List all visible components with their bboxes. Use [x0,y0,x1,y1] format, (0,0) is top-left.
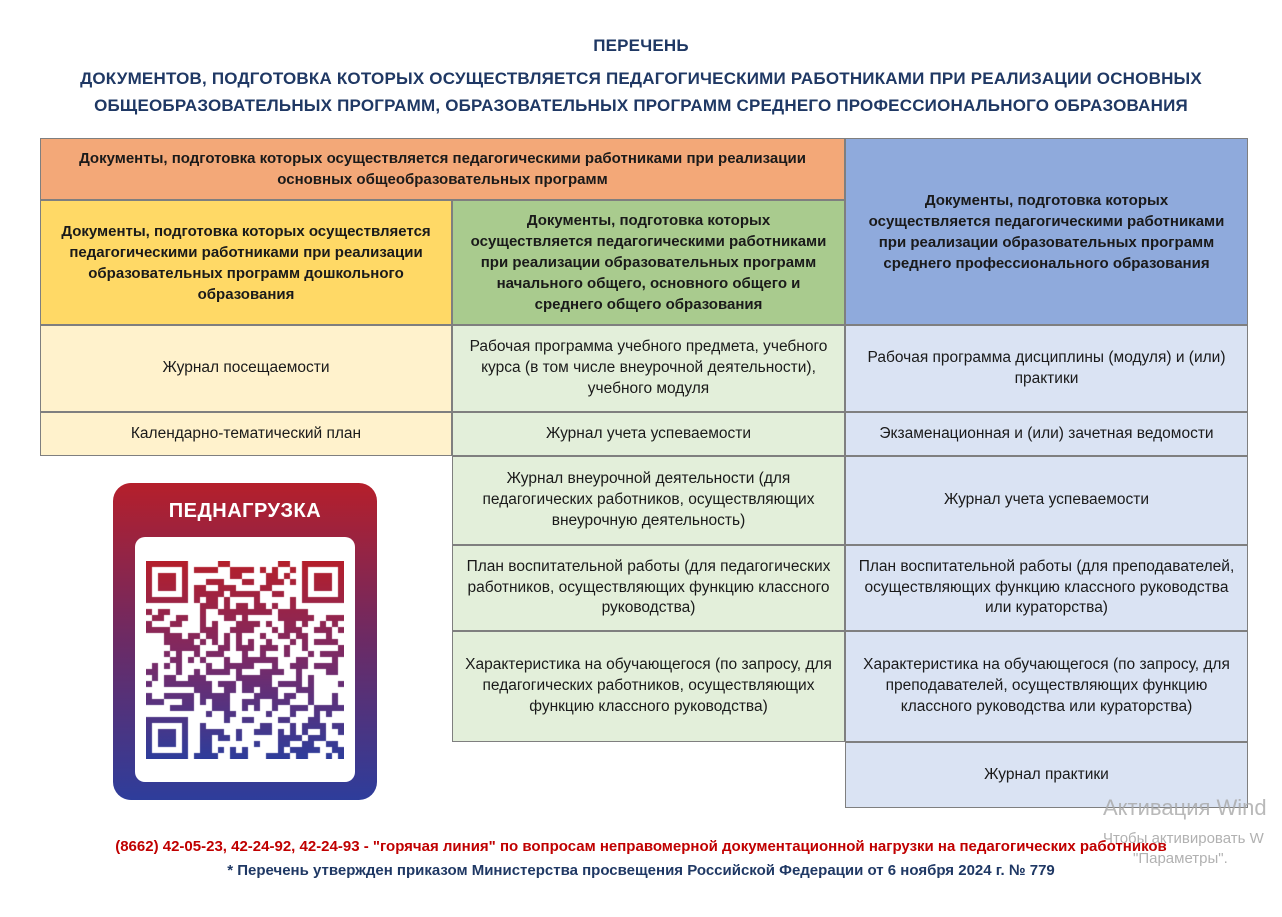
page-subtitle: ДОКУМЕНТОВ, ПОДГОТОВКА КОТОРЫХ ОСУЩЕСТВЛЯЕТСЯ ПЕДАГОГИЧЕСКИМИ РАБОТНИКАМИ ПРИ РЕАЛИЗАЦИИ ОСНОВНЫХ ОБЩЕОБРАЗОВАТЕЛЬНЫХ ПРОГРАММ, ОБРАЗОВАТЕЛЬНЫХ ПРОГРАММ СРЕДНЕГО ПРОФЕССИОНАЛЬНОГО ОБРАЗОВАНИЯ [80,69,1202,116]
cell-vocational-row-1: Рабочая программа дисциплины (модуля) и (или) практики [845,325,1248,412]
cell-general-row-2: Журнал учета успеваемости [452,412,845,456]
title-block [0,36,1282,119]
cell-preschool-row-1: Журнал посещаемости [40,325,452,412]
general-column-header: Документы, подготовка которых осуществляется педагогическими работниками при реализации образовательных программ начального общего, основного общего и среднего общего образования [452,200,845,325]
watermark-line-2: Чтобы активировать W [1103,830,1264,847]
qr-badge-label: ПЕДНАГРУЗКА [168,500,322,522]
hotline-text: (8662) 42-05-23, 42-24-92, 42-24-93 - "горячая линия" по вопросам неправомерной документационной нагрузки на педагогических работников [115,838,1167,855]
cell-preschool-row-2: Календарно-тематический план [40,412,452,456]
qr-white-box [135,537,355,782]
cell-general-row-4: План воспитательной работы (для педагогических работников, осуществляющих функцию классного руководства) [452,545,845,631]
vocational-column-header: Документы, подготовка которых осуществляется педагогическими работниками при реализации образовательных программ среднего профессионального образования [845,138,1248,325]
preschool-column-header: Документы, подготовка которых осуществляется педагогическими работниками при реализации образовательных программ дошкольного образования [40,200,452,325]
cell-vocational-row-2: Экзаменационная и (или) зачетная ведомости [845,412,1248,456]
cell-vocational-row-3: Журнал учета успеваемости [845,456,1248,545]
cell-vocational-row-4: План воспитательной работы (для преподавателей, осуществляющих функцию классного руководства или кураторства) [845,545,1248,631]
cell-general-row-1: Рабочая программа учебного предмета, учебного курса (в том числе внеурочной деятельности), учебного модуля [452,325,845,412]
qr-badge [113,483,377,800]
order-note-text: * Перечень утвержден приказом Министерства просвещения Российской Федерации от 6 ноября 2024 г. № 779 [227,862,1055,879]
page-title: ПЕРЕЧЕНЬ [593,36,689,55]
cell-general-row-5: Характеристика на обучающегося (по запросу, для педагогических работников, осуществляющих функцию классного руководства) [452,631,845,742]
qr-code [146,561,344,759]
cell-vocational-row-6: Журнал практики [845,742,1248,808]
windows-activation-watermark [1103,795,1267,867]
cell-general-row-3: Журнал внеурочной деятельности (для педагогических работников, осуществляющих внеурочную деятельность) [452,456,845,545]
watermark-line-1: Активация Wind [1103,795,1267,820]
watermark-line-3: "Параметры". [1133,850,1228,867]
group-header-general-education: Документы, подготовка которых осуществляется педагогическими работниками при реализации основных общеобразовательных программ [40,138,845,200]
cell-vocational-row-5: Характеристика на обучающегося (по запросу, для преподавателей, осуществляющих функцию классного руководства или кураторства) [845,631,1248,742]
